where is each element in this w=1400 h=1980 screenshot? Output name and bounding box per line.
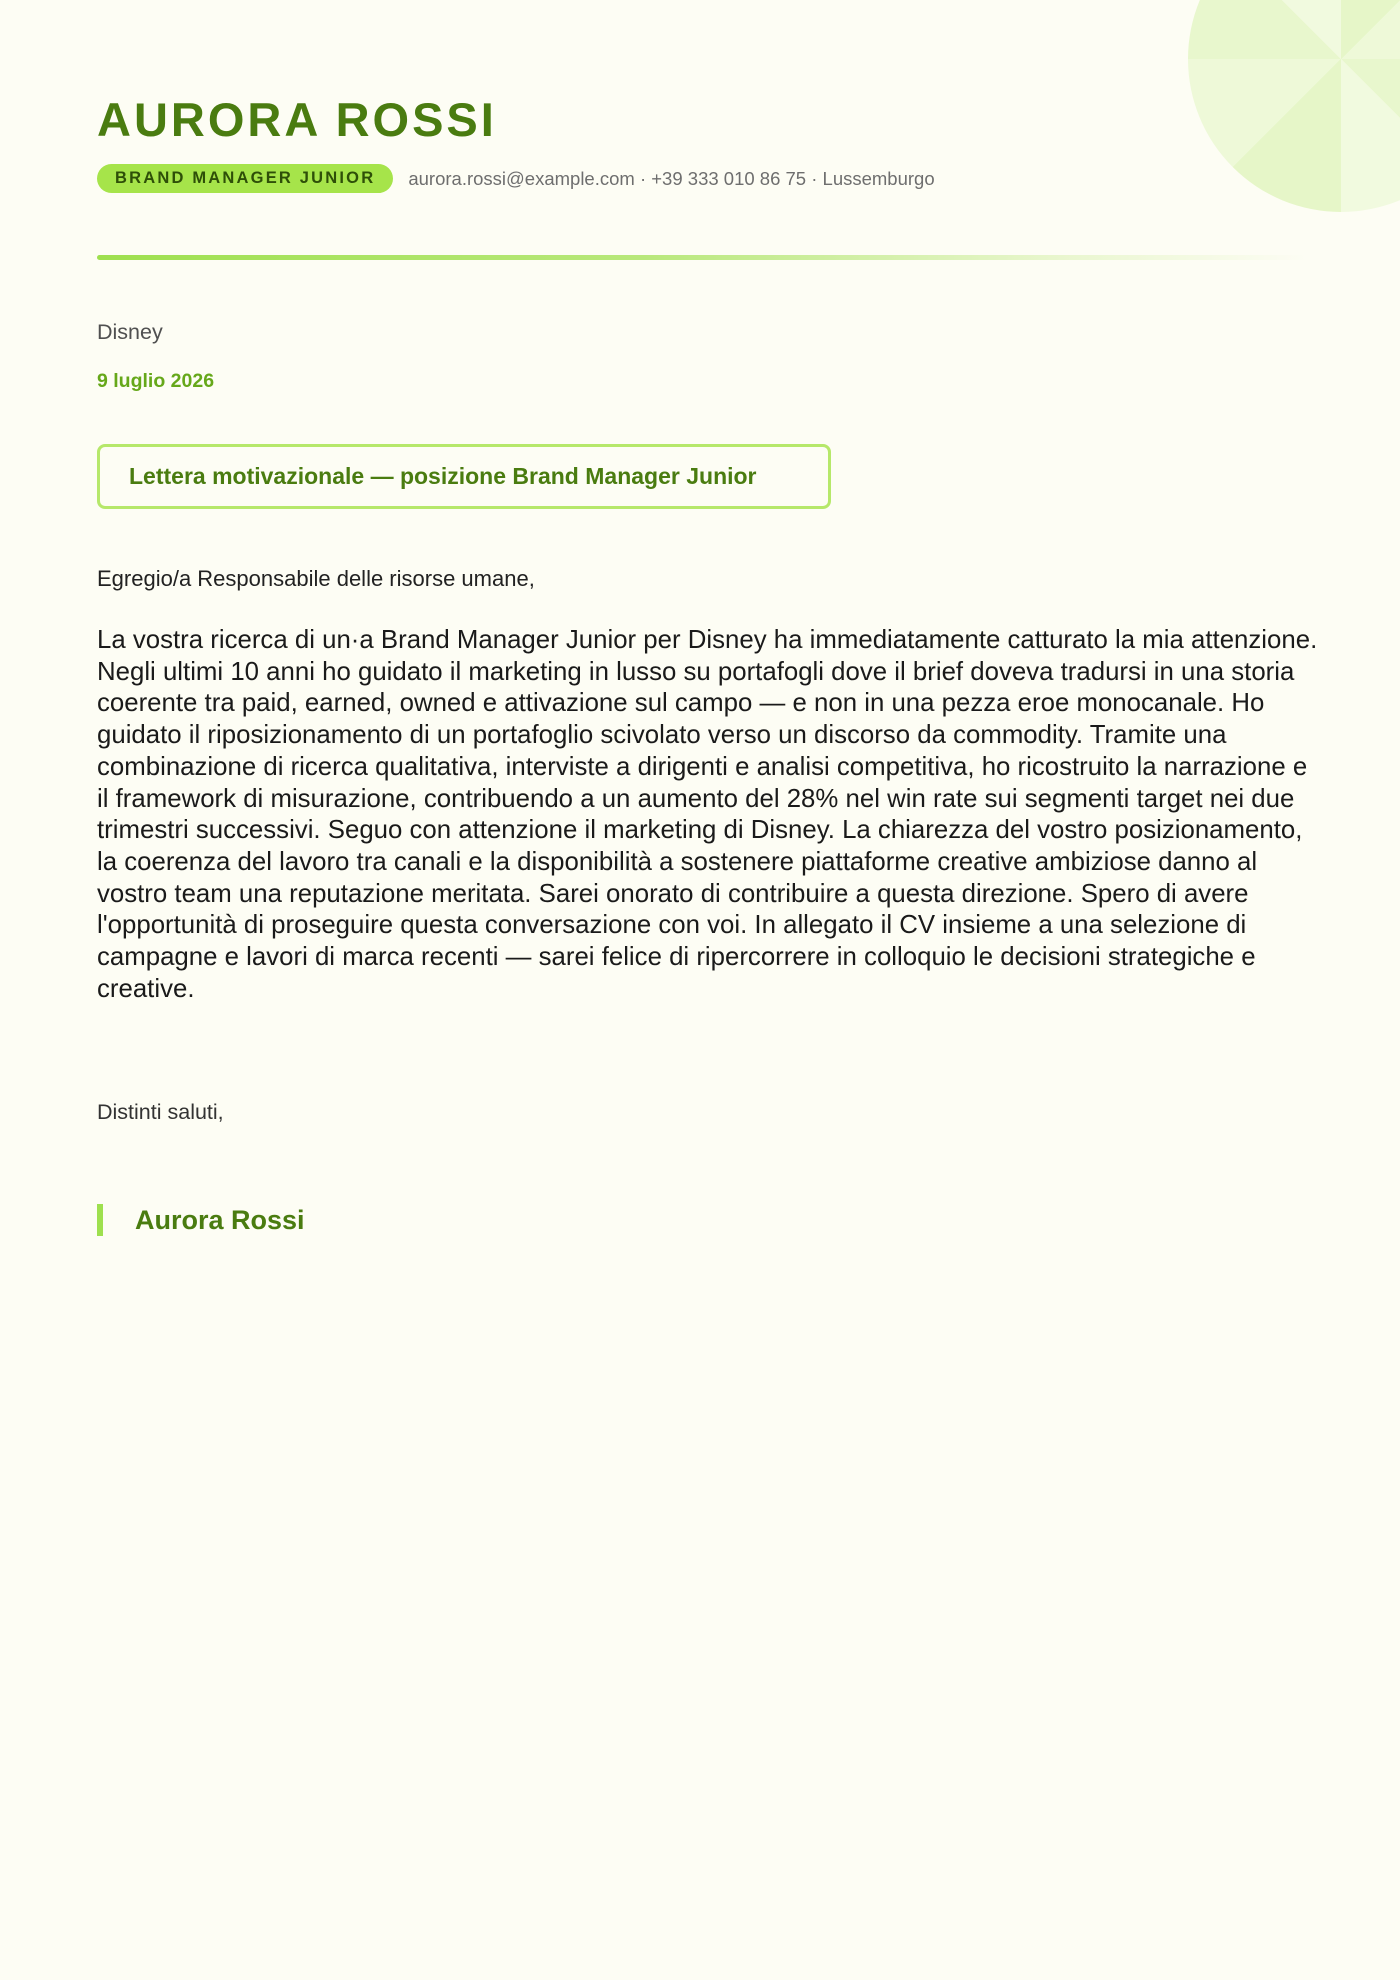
salutation: Egregio/a Responsabile delle risorse umane, bbox=[97, 566, 535, 591]
corner-decoration bbox=[1188, 0, 1400, 212]
contact-info: aurora.rossi@example.com · +39 333 010 86 75 · Lussemburgo bbox=[408, 167, 935, 189]
letter-date: 9 luglio 2026 bbox=[97, 370, 215, 392]
signature bbox=[97, 1204, 305, 1236]
role-badge: BRAND MANAGER JUNIOR bbox=[97, 164, 393, 193]
subject-box bbox=[97, 444, 831, 509]
closing: Distinti saluti, bbox=[97, 1100, 224, 1124]
header-divider bbox=[97, 255, 1307, 260]
role-contact-row bbox=[97, 164, 935, 193]
letter-body: La vostra ricerca di un·a Brand Manager Junior per Disney ha immediatamente catturato la mia attenzione. Negli ultimi 10 anni ho guidato il marketing in lusso su portafogli dove il brief doveva tradursi in una storia coerente tra paid, earned, owned e attivazione sul campo — e non in una pezza eroe monocanale. Ho guidato il riposizionamento di un portafoglio scivolato verso un discorso da commodity. Tramite una combinazione di ricerca qualitativa, interviste a dirigenti e analisi competitiva, ho ricostruito la narrazione e il framework di misurazione, contribuendo a un aumento del 28% nel win rate sui segmenti target nei due trimestri successivi. Seguo con attenzione il marketing di Disney. La chiarezza del vostro posizionamento, la coerenza del lavoro tra canali e la disponibilità a sostenere piattaforme creative ambiziose danno al vostro team una reputazione meritata. Sarei onorato di contribuire a questa direzione. Spero di avere l'opportunità di proseguire questa conversazione con voi. In allegato il CV insieme a una selezione di campagne e lavori di marca recenti — sarei felice di ripercorrere in colloquio le decisioni strategiche e creative. bbox=[97, 626, 1318, 1003]
subject-line: Lettera motivazionale — posizione Brand Manager Junior bbox=[129, 463, 757, 489]
recipient: Disney bbox=[97, 320, 163, 344]
signature-name: Aurora Rossi bbox=[135, 1204, 305, 1235]
applicant-name: AURORA ROSSI bbox=[97, 93, 497, 146]
